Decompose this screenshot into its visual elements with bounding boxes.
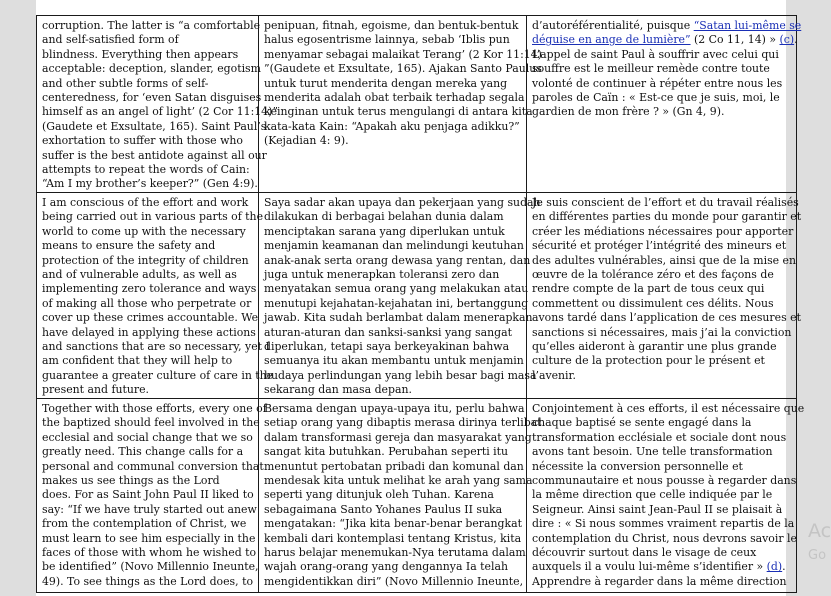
english-cell: Together with those efforts, every one of the baptized should feel involved in the ecclesial and social change that we so greatly need. This change calls for a personal and communal conversion that makes us see things as the Lord does. For as Saint John Paul II liked to say: “If we have truly started out anew from the contemplation of Christ, we must learn to see him especially in the faces of those with whom he wished to be identified” (Novo Millennio Ineunte, 49). To see things as the Lord does, to xyxy=(37,399,259,593)
activation-watermark-sub: Go xyxy=(808,548,827,563)
activation-watermark: Ac xyxy=(808,520,831,542)
french-cell: d’autoréférentialité, puisque “Satan lui-même se déguise en ange de lumière” (2 Co 11, 14) » (c). L’appel de saint Paul à souffrir avec celui qui souffre est le meilleur remède contre toute volonté de continuer à répéter entre nous les paroles de Caïn : « Est-ce que je suis, moi, le gardien de mon frère ? » (Gn 4, 9). xyxy=(527,16,797,193)
indonesian-cell: Saya sadar akan upaya dan pekerjaan yang sudah dilakukan di berbagai belahan dunia dalam menciptakan sarana yang diperlukan untuk menjamin keamanan dan melindungi keutuhan anak-anak serta orang dewasa yang rentan, dan juga untuk menerapkan toleransi zero dan menyatakan semua orang yang melakukan atau menutupi kejahatan-kejahatan ini, bertanggung jawab. Kita sudah berlambat dalam menerapkan aturan-aturan dan sanksi-sanksi yang sangat diperlukan, tetapi saya berkeyakinan bahwa semuanya itu akan membantu untuk menjamin budaya perlindungan yang lebih besar bagi masa sekarang dan masa depan. xyxy=(259,193,527,399)
footnote-link-c[interactable]: (c) xyxy=(779,33,795,47)
french-cell: Conjointement à ces efforts, il est nécessaire que chaque baptisé se sente engagé dans la transformation ecclésiale et sociale dont nous avons tant besoin. Une telle transformation nécessite la conversion personnelle et communautaire et nous pousse à regarder dans la même direction que celle indiquée par le Seigneur. Ainsi saint Jean-Paul II se plaisait à dire : « Si nous sommes vraiment repartis de la contemplation du Christ, nous devrons savoir le découvrir surtout dans le visage de ceux auxquels il a voulu lui-même s’identifier » (d). Apprendre à regarder dans la même direction xyxy=(527,399,797,593)
indonesian-cell: Bersama dengan upaya-upaya itu, perlu bahwa setiap orang yang dibaptis merasa dirinya terlibat dalam transformasi gereja dan masyarakat yang sangat kita butuhkan. Perubahan seperti itu menuntut pertobatan pribadi dan komunal dan mendesak kita untuk melihat ke arah yang sama seperti yang ditunjuk oleh Tuhan. Karena sebagaimana Santo Yohanes Paulus II suka mengatakan: “Jika kita benar-benar berangkat kembali dari kontemplasi tentang Kristus, kita harus belajar menemukan-Nya terutama dalam wajah orang-orang yang dengannya Ia telah mengidentikkan diri” (Novo Millennio Ineunte, xyxy=(259,399,527,593)
footnote-link-d[interactable]: (d) xyxy=(766,560,783,574)
table-row xyxy=(37,399,797,593)
table-row xyxy=(37,16,797,193)
english-cell: I am conscious of the effort and work being carried out in various parts of the world to come up with the necessary means to ensure the safety and protection of the integrity of children and of vulnerable adults, as well as implementing zero tolerance and ways of making all those who perpetrate or cover up these crimes accountable. We have delayed in applying these actions and sanctions that are so necessary, yet I am confident that they will help to guarantee a greater culture of care in the present and future. xyxy=(37,193,259,399)
indonesian-cell: penipuan, fitnah, egoisme, dan bentuk-bentuk halus egosentrisme lainnya, sebab ‘Iblis pun menyamar sebagai malaikat Terang’ (2 Kor 11:14) ”(Gaudete et Exsultate, 165). Ajakan Santo Paulus untuk turut menderita dengan mereka yang menderita adalah obat terbaik terhadap segala keinginan untuk terus mengulangi di antara kita kata-kata Kain: “Apakah aku penjaga adikku?” (Kejadian 4: 9). xyxy=(259,16,527,193)
french-cell: Je suis conscient de l’effort et du travail réalisés en différentes parties du monde pour garantir et créer les médiations nécessaires pour apporter sécurité et protéger l’intégrité des mineurs et des adultes vulnérables, ainsi que de la mise en œuvre de la tolérance zéro et des façons de rendre compte de la part de tous ceux qui commettent ou dissimulent ces délits. Nous avons tardé dans l’application de ces mesures et sanctions si nécessaires, mais j’ai la conviction qu’elles aideront à garantir une plus grande culture de la protection pour le présent et l’avenir. xyxy=(527,193,797,399)
english-cell: corruption. The latter is “a comfortable and self-satisfied form of blindness. Everything then appears acceptable: deception, slander, egotism and other subtle forms of self- centeredness, for ‘even Satan disguises himself as an angel of light’ (2 Cor 11:14)” (Gaudete et Exsultate, 165). Saint Paul’s exhortation to suffer with those who suffer is the best antidote against all our attempts to repeat the words of Cain: “Am I my brother’s keeper?” (Gen 4:9). xyxy=(37,16,259,193)
satan-quote-link-cont[interactable]: déguise en ange de lumière” xyxy=(532,33,691,47)
table-row xyxy=(37,193,797,399)
translation-table xyxy=(36,15,805,593)
satan-quote-link[interactable]: “Satan lui-même se xyxy=(693,19,802,32)
